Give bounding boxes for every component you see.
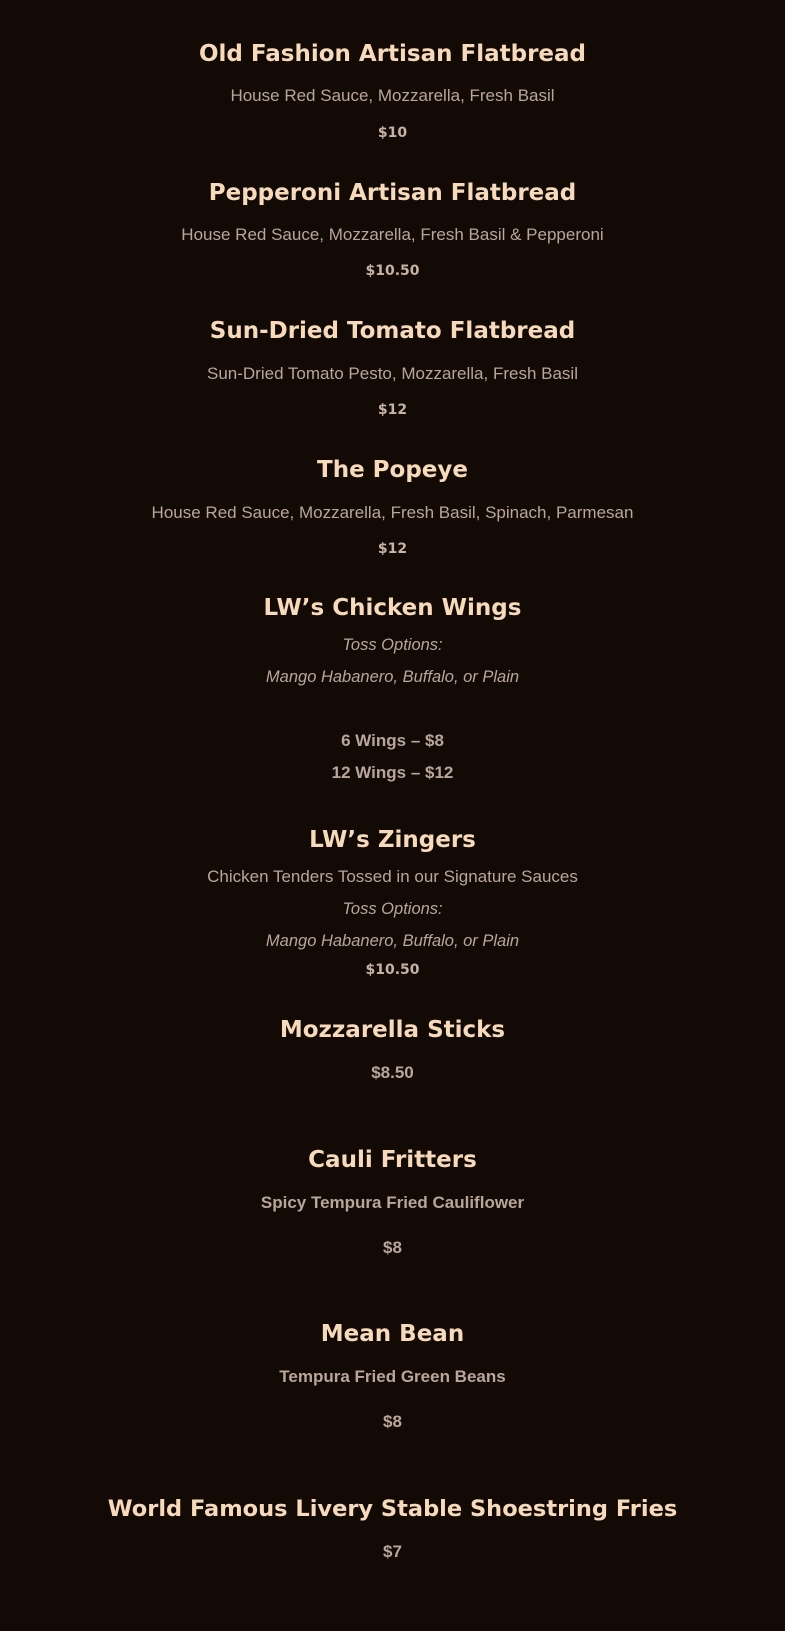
- item-title: The Popeye: [317, 457, 468, 483]
- toss-options: Mango Habanero, Buffalo, or Plain: [265, 668, 520, 686]
- item-description: House Red Sauce, Mozzarella, Fresh Basil: [230, 86, 555, 105]
- item-title: LW’s Chicken Wings: [263, 595, 522, 621]
- item-price: $7: [383, 1542, 402, 1561]
- item-title: Sun-Dried Tomato Flatbread: [209, 318, 576, 344]
- item-description: Tempura Fried Green Beans: [279, 1367, 506, 1386]
- item-description: Chicken Tenders Tossed in our Signature Sauces: [207, 867, 578, 886]
- item-title: Old Fashion Artisan Flatbread: [198, 41, 587, 67]
- toss-options-label: Toss Options:: [342, 636, 443, 654]
- toss-options-label: Toss Options:: [342, 900, 443, 918]
- item-description: House Red Sauce, Mozzarella, Fresh Basil, Spinach, Parmesan: [151, 503, 634, 522]
- item-price: $10: [377, 125, 408, 141]
- item-price: 6 Wings – $8: [341, 731, 444, 750]
- item-description: Spicy Tempura Fried Cauliflower: [260, 1193, 525, 1212]
- item-description: Sun-Dried Tomato Pesto, Mozzarella, Fresh Basil: [206, 364, 578, 383]
- item-price: 12 Wings – $12: [331, 763, 454, 782]
- item-price: $8.50: [371, 1063, 414, 1082]
- item-title: Pepperoni Artisan Flatbread: [208, 180, 577, 206]
- item-title: Cauli Fritters: [308, 1147, 477, 1173]
- item-price: $12: [377, 541, 408, 557]
- item-title: Mozzarella Sticks: [279, 1017, 506, 1043]
- item-price: $10.50: [365, 962, 420, 978]
- item-title: LW’s Zingers: [309, 827, 476, 853]
- item-title: World Famous Livery Stable Shoestring Fries: [107, 1496, 678, 1522]
- item-price: $8: [383, 1238, 402, 1257]
- item-description: House Red Sauce, Mozzarella, Fresh Basil & Pepperoni: [181, 225, 604, 244]
- item-title: Mean Bean: [320, 1321, 465, 1347]
- toss-options: Mango Habanero, Buffalo, or Plain: [265, 932, 520, 950]
- item-price: $8: [383, 1412, 402, 1431]
- item-price: $10.50: [365, 263, 420, 279]
- item-price: $12: [377, 402, 408, 418]
